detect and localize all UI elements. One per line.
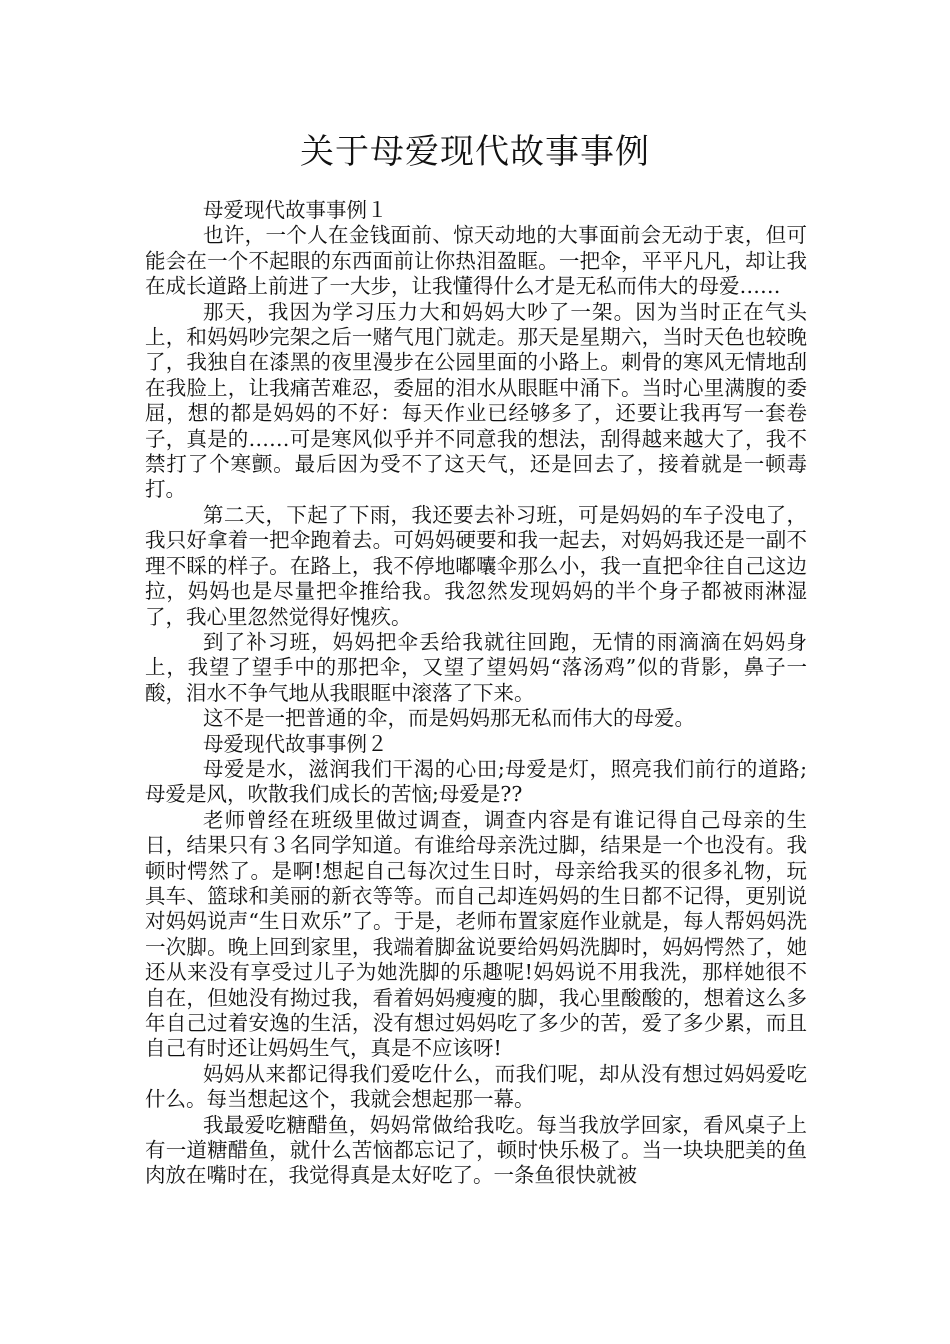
paragraph: 也许，一个人在金钱面前、惊天动地的大事面前会无动于衷，但可能会在一个不起眼的东西面前让你热泪盈眶。一把伞，平平凡凡，却让我在成长道路上前进了一大步，让我懂得什么才是无私而伟大的母爱…… — [145, 223, 807, 299]
paragraph: 那天，我因为学习压力大和妈妈大吵了一架。因为当时正在气头上，和妈妈吵完架之后一赌气甩门就走。那天是星期六，当时天色也较晚了，我独自在漆黑的夜里漫步在公园里面的小路上。刺骨的寒风无情地刮在我脸上，让我痛苦难忍，委屈的泪水从眼眶中涌下。当时心里满腹的委屈，想的都是妈妈的不好：每天作业已经够多了，还要让我再写一套卷子，真是的……可是寒风似乎并不同意我的想法，刮得越来越大了，我不禁打了个寒颤。最后因为受不了这天气，还是回去了，接着就是一顿毒打。 — [145, 299, 807, 502]
section-heading: 母爱现代故事事例２ — [203, 731, 388, 756]
section-heading: 母爱现代故事事例１ — [203, 198, 388, 222]
paragraph: 老师曾经在班级里做过调查，调查内容是有谁记得自己母亲的生日，结果只有３名同学知道。有谁给母亲洗过脚，结果是一个也没有。我顿时愕然了。是啊!想起自己每次过生日时，母亲给我买的很多礼物，玩具车、篮球和美丽的新衣等等。而自己却连妈妈的生日都不记得，更别说对妈妈说声“生日欢乐”了。于是，老师布置家庭作业就是，每人帮妈妈洗一次脚。晚上回到家里，我端着脚盆说要给妈妈洗脚时，妈妈愕然了，她还从来没有享受过儿子为她洗脚的乐趣呢!妈妈说不用我洗，那样她很不自在，但她没有拗过我，看着妈妈瘦瘦的脚，我心里酸酸的，想着这么多年自己过着安逸的生活，没有想过妈妈吃了多少的苦，爱了多少累，而且自己有时还让妈妈生气，真是不应该呀! — [145, 807, 807, 1061]
paragraph: 这不是一把普通的伞，而是妈妈那无私而伟大的母爱。 — [203, 706, 695, 731]
paragraph: 母爱是水，滋润我们干渴的心田;母爱是灯，照亮我们前行的道路;母爱是风，吹散我们成长的苦恼;母爱是?? — [145, 756, 807, 807]
document-body — [145, 198, 807, 1189]
document-title: 关于母爱现代故事事例 — [300, 132, 650, 172]
paragraph: 到了补习班，妈妈把伞丢给我就往回跑，无情的雨滴滴在妈妈身上，我望了望手中的那把伞，又望了望妈妈“落汤鸡”似的背影，鼻子一酸，泪水不争气地从我眼眶中滚落了下来。 — [145, 629, 807, 705]
paragraph: 我最爱吃糖醋鱼，妈妈常做给我吃。每当我放学回家，看风桌子上有一道糖醋鱼，就什么苦恼都忘记了，顿时快乐极了。当一块块肥美的鱼肉放在嘴时在，我觉得真是太好吃了。一条鱼很快就被 — [145, 1112, 807, 1188]
paragraph: 妈妈从来都记得我们爱吃什么，而我们呢，却从没有想过妈妈爱吃什么。每当想起这个，我就会想起那一幕。 — [145, 1061, 807, 1112]
paragraph: 第二天，下起了下雨，我还要去补习班，可是妈妈的车子没电了，我只好拿着一把伞跑着去。可妈妈硬要和我一起去，对妈妈我还是一副不理不睬的样子。在路上，我不停地嘟囔伞那么小，我一直把伞往自己这边拉，妈妈也是尽量把伞推给我。我忽然发现妈妈的半个身子都被雨淋湿了，我心里忽然觉得好愧疚。 — [145, 502, 807, 629]
